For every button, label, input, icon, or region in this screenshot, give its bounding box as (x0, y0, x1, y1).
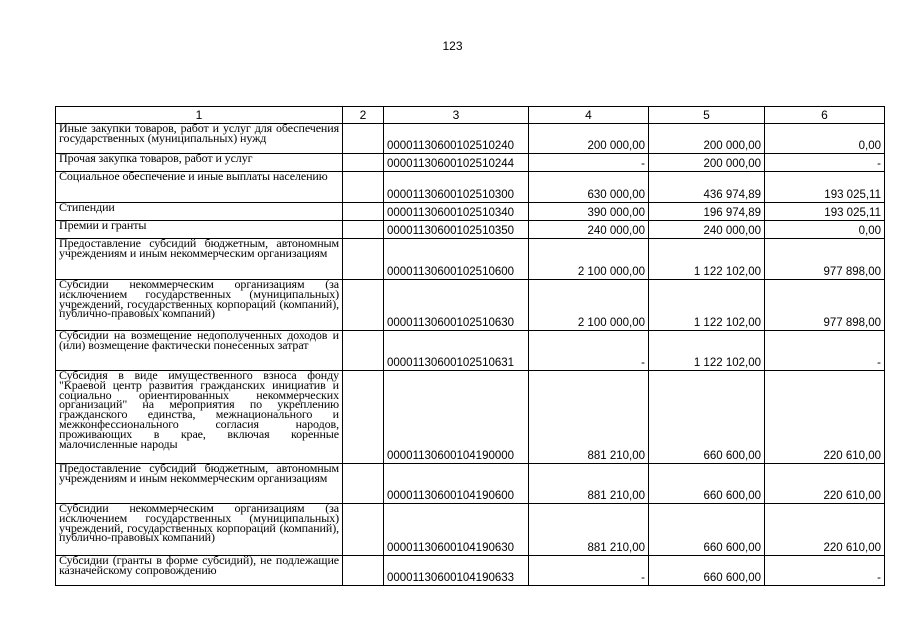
row-name: Субсидии на возмещение недополученных доходов и (или) возмещение фактически понесенных затрат (56, 331, 343, 371)
header-col-4: 4 (529, 107, 649, 124)
row-col5: 660 600,00 (649, 371, 765, 464)
row-col6: 977 898,00 (765, 280, 885, 331)
row-col2 (343, 331, 384, 371)
table-row (56, 371, 885, 464)
row-code: 00001130600102510300 (384, 172, 529, 203)
table-row (56, 280, 885, 331)
row-col2 (343, 556, 384, 586)
table-row (56, 504, 885, 556)
row-col6: - (765, 331, 885, 371)
row-col5: 436 974,89 (649, 172, 765, 203)
row-col5: 660 600,00 (649, 464, 765, 504)
header-col-2: 2 (343, 107, 384, 124)
row-col5: 240 000,00 (649, 221, 765, 239)
header-col-3: 3 (384, 107, 529, 124)
row-col2 (343, 504, 384, 556)
row-col2 (343, 172, 384, 203)
page-number: 123 (442, 39, 463, 53)
row-name: Иные закупки товаров, работ и услуг для обеспечения государственных (муниципальных) нужд (56, 124, 343, 154)
table-row (56, 331, 885, 371)
row-col4: 881 210,00 (529, 504, 649, 556)
row-col2 (343, 154, 384, 172)
row-col4: - (529, 154, 649, 172)
row-col4: 2 100 000,00 (529, 239, 649, 280)
row-col2 (343, 239, 384, 280)
header-col-5: 5 (649, 107, 765, 124)
row-name: Предоставление субсидий бюджетным, автономным учреждениям и иным некоммерческим организациям (56, 464, 343, 504)
row-col4: 881 210,00 (529, 371, 649, 464)
row-code: 00001130600104190600 (384, 464, 529, 504)
table-row (56, 172, 885, 203)
header-col-6: 6 (765, 107, 885, 124)
row-col6: 220 610,00 (765, 371, 885, 464)
row-code: 00001130600102510350 (384, 221, 529, 239)
row-col4: - (529, 331, 649, 371)
row-col5: 1 122 102,00 (649, 331, 765, 371)
row-col4: 200 000,00 (529, 124, 649, 154)
row-col5: 660 600,00 (649, 556, 765, 586)
row-code: 00001130600104190000 (384, 371, 529, 464)
budget-table (55, 106, 885, 586)
table-row (56, 556, 885, 586)
row-col6: 977 898,00 (765, 239, 885, 280)
table-row (56, 239, 885, 280)
row-col6: 220 610,00 (765, 504, 885, 556)
row-name: Прочая закупка товаров, работ и услуг (56, 154, 343, 172)
row-code: 00001130600102510340 (384, 203, 529, 221)
row-col5: 200 000,00 (649, 124, 765, 154)
row-col5: 1 122 102,00 (649, 280, 765, 331)
row-code: 00001130600102510240 (384, 124, 529, 154)
row-col4: 881 210,00 (529, 464, 649, 504)
row-code: 00001130600102510600 (384, 239, 529, 280)
row-col6: - (765, 154, 885, 172)
row-col2 (343, 371, 384, 464)
table-row (56, 203, 885, 221)
row-col2 (343, 203, 384, 221)
row-col6: 220 610,00 (765, 464, 885, 504)
row-col2 (343, 124, 384, 154)
row-col6: 193 025,11 (765, 203, 885, 221)
row-col4: 2 100 000,00 (529, 280, 649, 331)
row-name: Социальное обеспечение и иные выплаты населению (56, 172, 343, 203)
row-col4: - (529, 556, 649, 586)
row-name: Субсидии (гранты в форме субсидий), не подлежащие казначейскому сопровождению (56, 556, 343, 586)
row-name: Субсидии некоммерческим организациям (за исключением государственных (муниципальных) учреждений, государственных корпораций (компаний), публично-правовых компаний) (56, 504, 343, 556)
row-col5: 1 122 102,00 (649, 239, 765, 280)
row-name: Субсидии некоммерческим организациям (за исключением государственных (муниципальных) учреждений, государственных корпораций (компаний), публично-правовых компаний) (56, 280, 343, 331)
row-col5: 660 600,00 (649, 504, 765, 556)
row-name: Субсидия в виде имущественного взноса фонду "Краевой центр развития гражданских инициатив и социально ориентированных некоммерческих организаций" на мероприятия по укреплению гражданского единства, межнационального и межконфессионального согласия народов, проживающих в крае, включая коренные малочисленные народы (56, 371, 343, 464)
row-col6: 0,00 (765, 221, 885, 239)
row-col5: 196 974,89 (649, 203, 765, 221)
row-col2 (343, 221, 384, 239)
row-code: 00001130600102510244 (384, 154, 529, 172)
row-name: Стипендии (56, 203, 343, 221)
row-col6: 193 025,11 (765, 172, 885, 203)
row-code: 00001130600104190633 (384, 556, 529, 586)
row-col4: 240 000,00 (529, 221, 649, 239)
row-col2 (343, 464, 384, 504)
row-col2 (343, 280, 384, 331)
row-col4: 630 000,00 (529, 172, 649, 203)
table-row (56, 464, 885, 504)
row-col4: 390 000,00 (529, 203, 649, 221)
row-col5: 200 000,00 (649, 154, 765, 172)
table-row (56, 124, 885, 154)
row-name: Предоставление субсидий бюджетным, автономным учреждениям и иным некоммерческим организациям (56, 239, 343, 280)
row-code: 00001130600104190630 (384, 504, 529, 556)
row-col6: 0,00 (765, 124, 885, 154)
row-code: 00001130600102510631 (384, 331, 529, 371)
row-code: 00001130600102510630 (384, 280, 529, 331)
row-col6: - (765, 556, 885, 586)
header-col-1: 1 (56, 107, 343, 124)
row-name: Премии и гранты (56, 221, 343, 239)
